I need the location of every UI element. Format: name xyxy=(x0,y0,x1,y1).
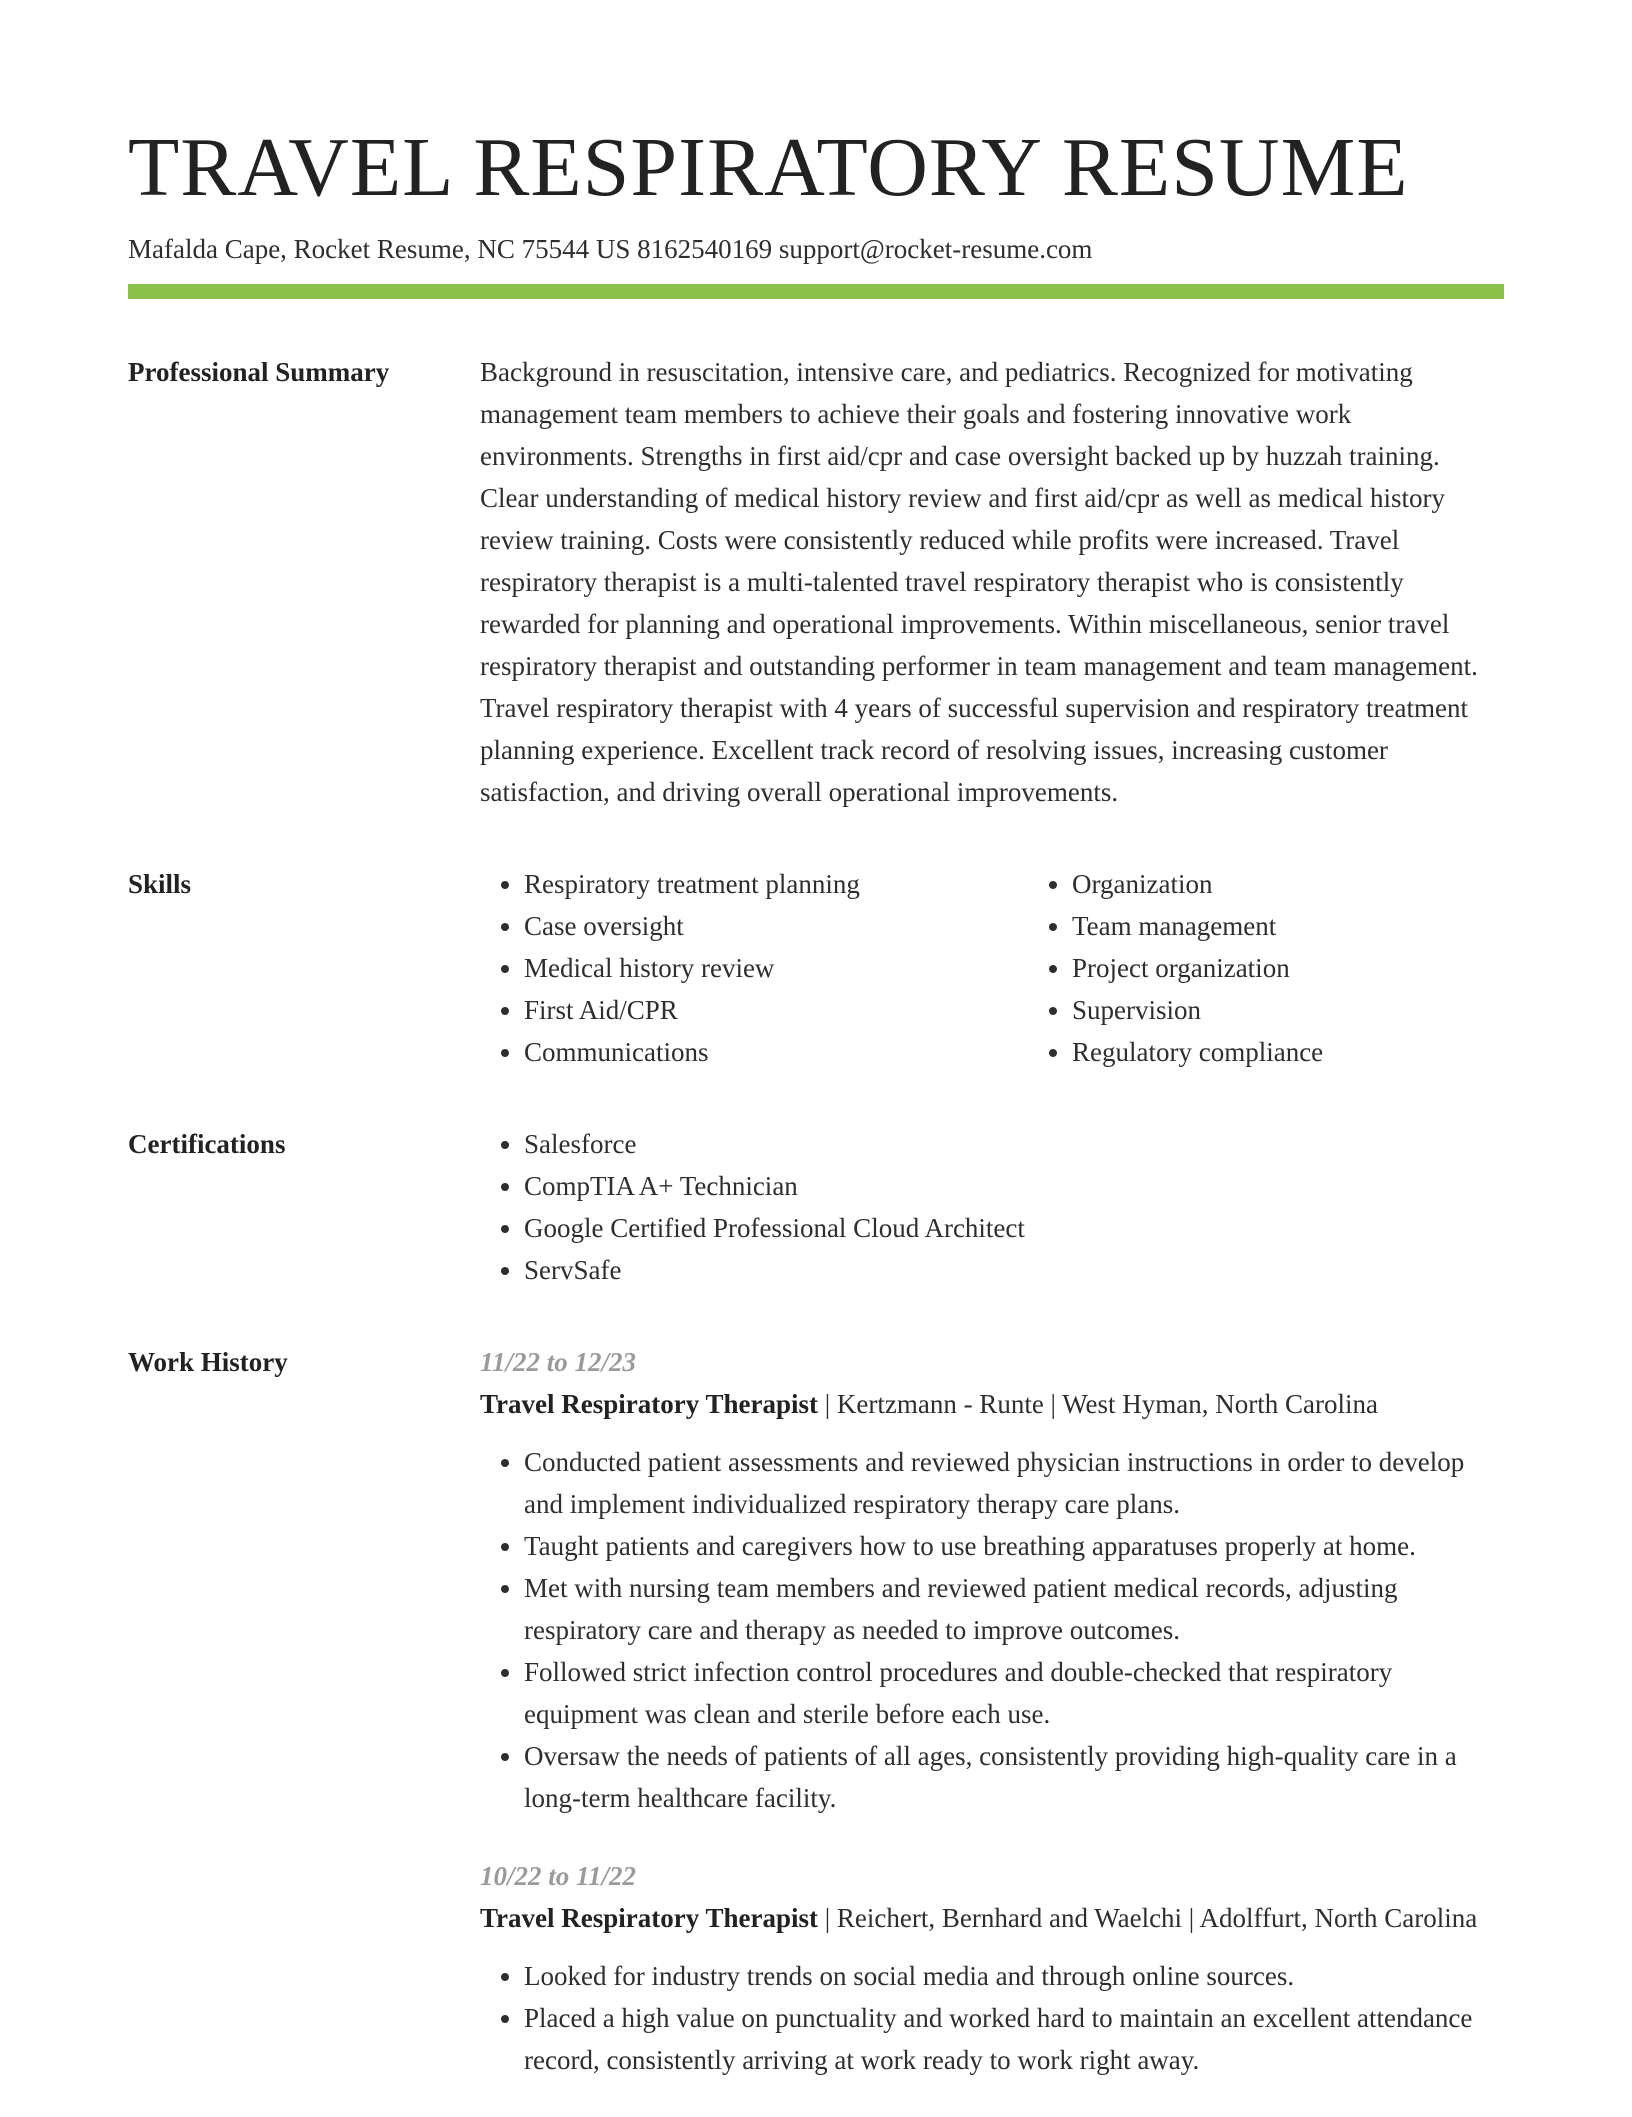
job-duties-list xyxy=(480,1955,1504,2081)
work-history-section xyxy=(128,1341,1504,2117)
skill-item: • Case oversight xyxy=(524,905,1028,947)
accent-divider xyxy=(128,284,1504,299)
certification-item: • ServSafe xyxy=(524,1249,1504,1291)
summary-text: Background in resuscitation, intensive care, and pediatrics. Recognized for motivating management team members to achieve their goals and fostering innovative work environments. Strengths in first aid/cpr and case oversight backed up by huzzah training. Clear understanding of medical history review and first aid/cpr as well as medical history review training. Costs were consistently reduced while profits were increased. Travel respiratory therapist is a multi-talented travel respiratory therapist who is consistently rewarded for planning and operational improvements. Within miscellaneous, senior travel respiratory therapist and outstanding performer in team management and team management. Travel respiratory therapist with 4 years of successful supervision and respiratory treatment planning experience. Excellent track record of resolving issues, increasing customer satisfaction, and driving overall operational improvements. xyxy=(480,357,1478,807)
certifications-heading: Certifications xyxy=(128,1129,286,1159)
contact-line: Mafalda Cape, Rocket Resume, NC 75544 US 8162540169 support@rocket-resume.com xyxy=(128,234,1093,264)
job-title: Travel Respiratory Therapist xyxy=(480,1903,818,1933)
certification-item: • Google Certified Professional Cloud Architect xyxy=(524,1207,1504,1249)
skills-list-right xyxy=(1028,863,1504,1073)
job-duty-item: • Placed a high value on punctuality and worked hard to maintain an excellent attendance record, consistently arriving at work ready to work right away. xyxy=(524,1997,1504,2081)
certifications-body xyxy=(480,1123,1504,1291)
job-duty-item: • Looked for industry trends on social media and through online sources. xyxy=(524,1955,1504,1997)
summary-body xyxy=(480,351,1504,813)
job-employer-location: | Kertzmann - Runte | West Hyman, North Carolina xyxy=(817,1389,1378,1419)
certification-item: • CompTIA A+ Technician xyxy=(524,1165,1504,1207)
job-duty-item: • Conducted patient assessments and reviewed physician instructions in order to develop and implement individualized respiratory therapy care plans. xyxy=(524,1441,1504,1525)
certifications-list xyxy=(480,1123,1504,1291)
skill-item: • Respiratory treatment planning xyxy=(524,863,1028,905)
work-history-heading: Work History xyxy=(128,1347,288,1377)
job-entry xyxy=(480,1341,1504,1819)
work-history-body xyxy=(480,1341,1504,2117)
job-duties-list xyxy=(480,1441,1504,1819)
certification-item: • Salesforce xyxy=(524,1123,1504,1165)
skill-item: • Organization xyxy=(1072,863,1504,905)
skills-heading: Skills xyxy=(128,869,192,899)
job-employer-location: | Reichert, Bernhard and Waelchi | Adolffurt, North Carolina xyxy=(817,1903,1478,1933)
skill-item: • Team management xyxy=(1072,905,1504,947)
skill-item: • First Aid/CPR xyxy=(524,989,1028,1031)
job-entry xyxy=(480,1855,1504,2081)
skills-list-left xyxy=(480,863,1028,1073)
skill-item: • Communications xyxy=(524,1031,1028,1073)
skill-item: • Project organization xyxy=(1072,947,1504,989)
skills-body xyxy=(480,863,1504,1073)
skill-item: • Medical history review xyxy=(524,947,1028,989)
skill-item: • Regulatory compliance xyxy=(1072,1031,1504,1073)
job-title: Travel Respiratory Therapist xyxy=(480,1389,818,1419)
job-duty-item: • Met with nursing team members and reviewed patient medical records, adjusting respiratory care and therapy as needed to improve outcomes. xyxy=(524,1567,1504,1651)
resume-page xyxy=(128,118,1504,2117)
job-duty-item: • Taught patients and caregivers how to use breathing apparatuses properly at home. xyxy=(524,1525,1504,1567)
skills-section xyxy=(128,863,1504,1073)
skill-item: • Supervision xyxy=(1072,989,1504,1031)
job-dates: 10/22 to 11/22 xyxy=(480,1861,637,1891)
certifications-section xyxy=(128,1123,1504,1291)
job-header xyxy=(480,1383,1504,1425)
summary-section xyxy=(128,351,1504,813)
job-duty-item: • Followed strict infection control procedures and double-checked that respiratory equipment was clean and sterile before each use. xyxy=(524,1651,1504,1735)
job-dates: 11/22 to 12/23 xyxy=(480,1347,637,1377)
summary-heading: Professional Summary xyxy=(128,357,390,387)
job-duty-item: • Oversaw the needs of patients of all ages, consistently providing high-quality care in a long-term healthcare facility. xyxy=(524,1735,1504,1819)
job-header xyxy=(480,1897,1504,1939)
resume-title: TRAVEL RESPIRATORY RESUME xyxy=(128,121,1409,214)
